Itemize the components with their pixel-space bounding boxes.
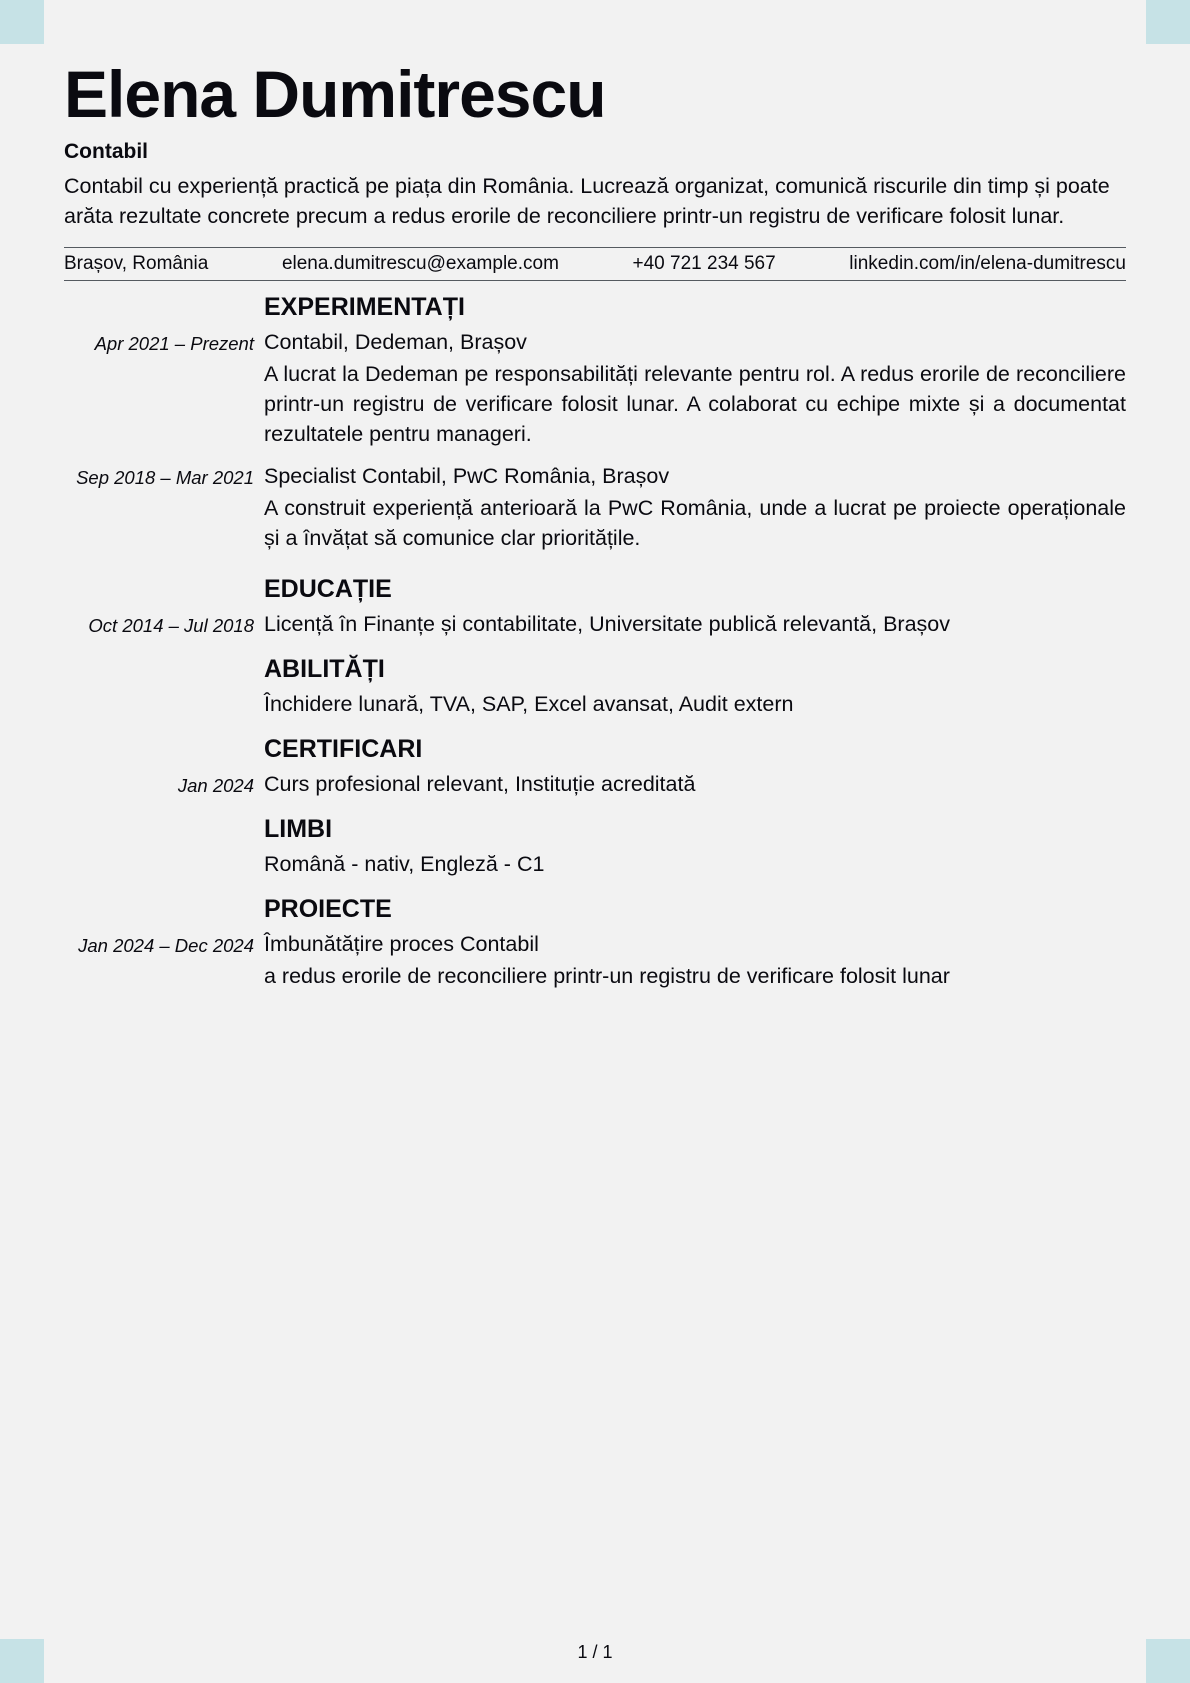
experience-title: EXPERIMENTAȚI bbox=[264, 293, 465, 321]
project-entry bbox=[78, 929, 1126, 991]
candidate-role: Contabil bbox=[64, 140, 148, 163]
skills-list: Închidere lunară, TVA, SAP, Excel avansat, Audit extern bbox=[264, 692, 794, 716]
project-description: a redus erorile de reconciliere printr-un registru de verificare folosit lunar bbox=[264, 964, 950, 988]
education-section bbox=[88, 573, 1126, 639]
contact-location: Brașov, România bbox=[64, 253, 209, 274]
experience-dates: Sep 2018 – Mar 2021 bbox=[76, 467, 254, 488]
contact-bar bbox=[64, 247, 1126, 281]
contact-email[interactable]: elena.dumitrescu@example.com bbox=[281, 253, 559, 274]
languages-section bbox=[264, 813, 1126, 879]
education-heading: Licență în Finanțe și contabilitate, Universitate publică relevantă, Brașov bbox=[264, 612, 950, 636]
languages-list: Română - nativ, Engleză - C1 bbox=[264, 852, 545, 876]
experience-heading: Specialist Contabil, PwC România, Brașov bbox=[264, 464, 670, 488]
corner-decoration-top-left bbox=[0, 0, 44, 44]
certification-dates: Jan 2024 bbox=[177, 775, 254, 796]
education-title: EDUCAȚIE bbox=[264, 575, 392, 603]
project-heading: Îmbunătățire proces Contabil bbox=[264, 932, 539, 956]
skills-section bbox=[264, 653, 1126, 719]
certification-text: Curs profesional relevant, Instituție acreditată bbox=[264, 772, 696, 796]
candidate-name: Elena Dumitrescu bbox=[64, 57, 606, 131]
projects-title: PROIECTE bbox=[264, 895, 392, 923]
corner-decoration-top-right bbox=[1146, 0, 1190, 44]
certifications-title: CERTIFICARI bbox=[264, 735, 423, 763]
resume-page bbox=[64, 56, 1126, 991]
page-number: 1 / 1 bbox=[577, 1642, 613, 1662]
experience-entry bbox=[76, 461, 1126, 553]
projects-section bbox=[78, 893, 1126, 991]
education-entry bbox=[88, 609, 1126, 639]
experience-section bbox=[76, 291, 1126, 553]
profile-summary: Contabil cu experiență practică pe piața din România. Lucrează organizat, comunică riscurile din timp și poate arăta rezultate concrete precum a redus erorile de reconciliere printr-un registru de verificare folosit lunar. bbox=[64, 174, 1110, 228]
experience-description: A lucrat la Dedeman pe responsabilități relevante pentru rol. A redus erorile de reconciliere printr-un registru de verificare folosit lunar. A colaborat cu echipe mixte și a documentat rezultatele pentru manageri. bbox=[264, 362, 1126, 446]
project-dates: Jan 2024 – Dec 2024 bbox=[78, 935, 254, 956]
experience-heading: Contabil, Dedeman, Brașov bbox=[264, 330, 527, 354]
experience-dates: Apr 2021 – Prezent bbox=[94, 333, 254, 354]
certifications-section bbox=[177, 733, 1126, 799]
experience-entry bbox=[94, 327, 1126, 449]
skills-title: ABILITĂȚI bbox=[264, 655, 385, 683]
education-dates: Oct 2014 – Jul 2018 bbox=[88, 615, 254, 636]
certification-entry bbox=[177, 769, 1126, 799]
contact-phone[interactable]: +40 721 234 567 bbox=[632, 253, 776, 274]
experience-description: A construit experiență anterioară la PwC România, unde a lucrat pe proiecte operaționale și a învățat să comunice clar prioritățile. bbox=[264, 496, 1126, 550]
contact-linkedin[interactable]: linkedin.com/in/elena-dumitrescu bbox=[849, 253, 1126, 274]
languages-title: LIMBI bbox=[264, 815, 333, 843]
